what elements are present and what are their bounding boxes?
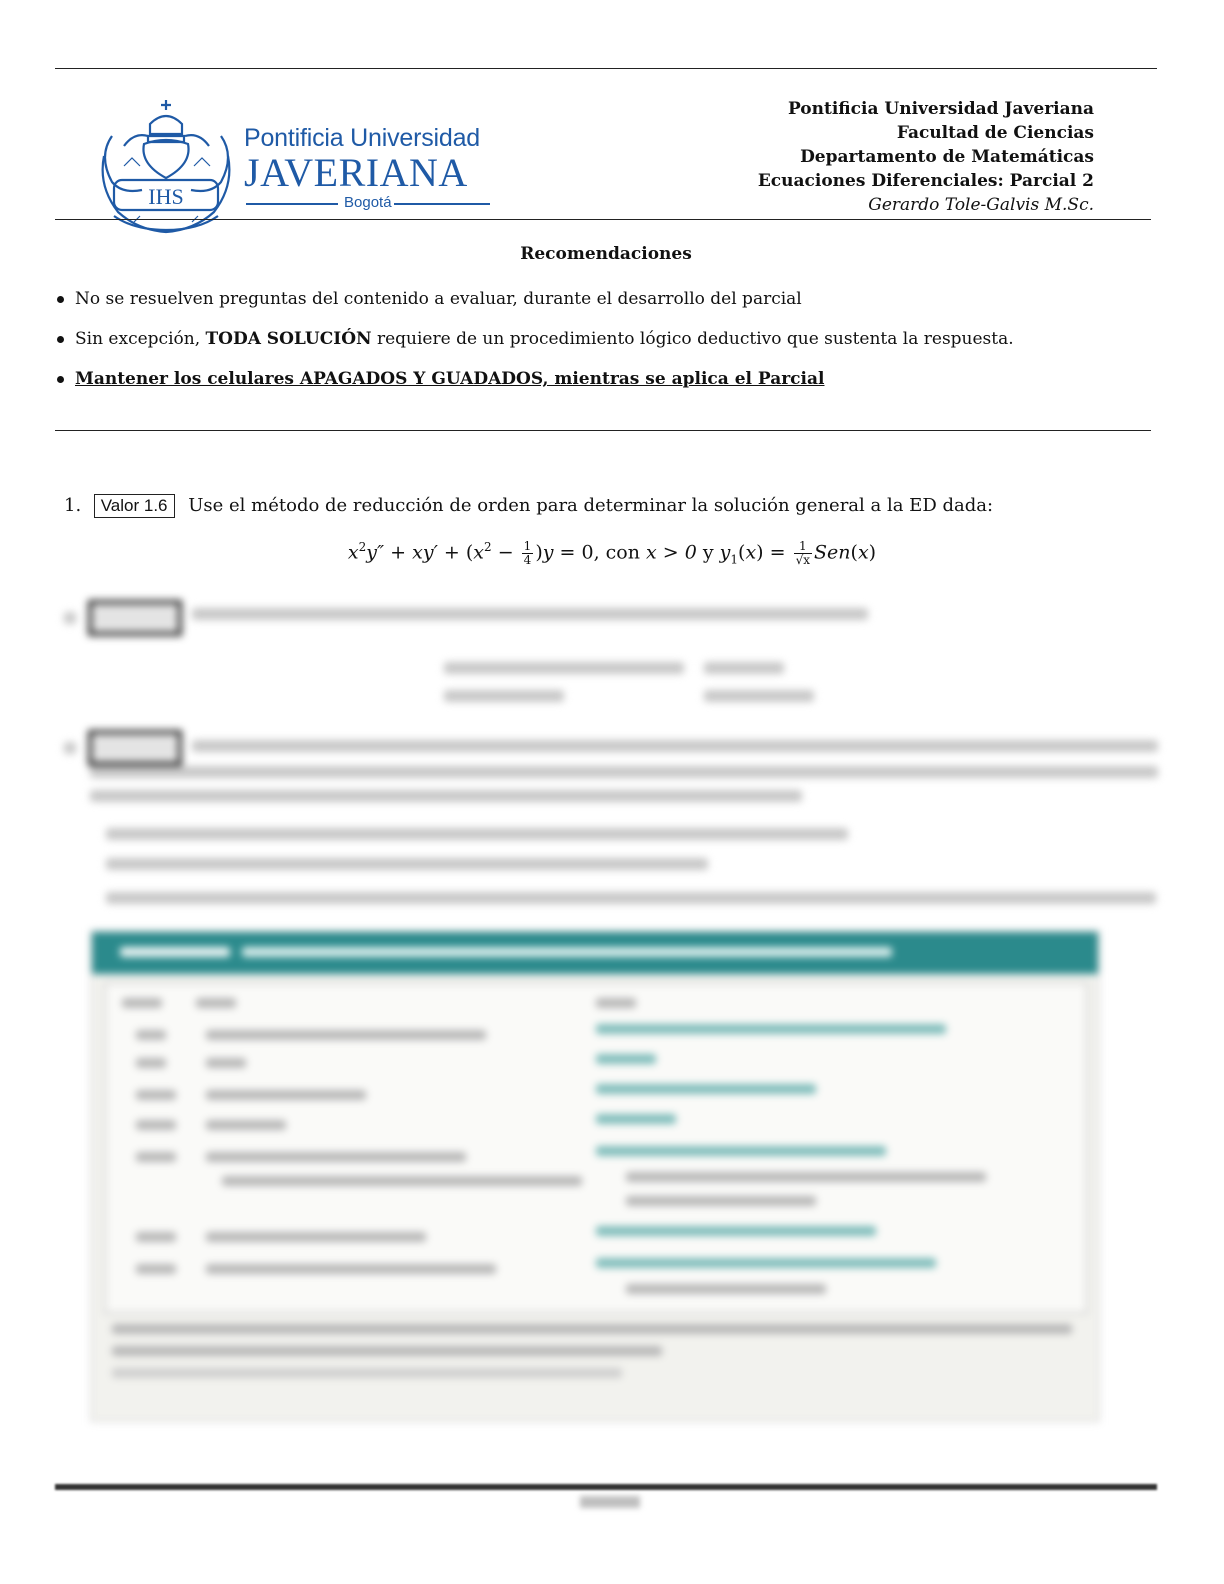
reference-table-image xyxy=(90,930,1100,1422)
page-number xyxy=(580,1496,640,1508)
department-name: Departamento de Matemáticas xyxy=(800,147,1094,167)
problem-statement: Use el método de reducción de orden para determinar la solución general a la ED dada: xyxy=(188,495,994,516)
bullet-icon xyxy=(57,336,64,343)
logo-city: Bogotá xyxy=(344,194,392,211)
recommendation-item: Sin excepción, TODA SOLUCIÓN requiere de un procedimiento lógico deductivo que sustenta la respuesta. xyxy=(55,324,1155,364)
crest-letters: IHS xyxy=(148,184,184,209)
problem-3-value-box xyxy=(88,730,182,766)
footer-rule xyxy=(55,1484,1157,1490)
top-rule xyxy=(55,68,1157,69)
university-logo xyxy=(94,96,504,236)
crest-icon xyxy=(94,96,239,236)
problem-number: 1. xyxy=(64,495,82,516)
recommendation-item: No se resuelven preguntas del contenido a evaluar, durante el desarrollo del parcial xyxy=(55,284,1155,324)
blurred-content xyxy=(0,590,1224,1550)
logo-line-1: Pontificia Universidad xyxy=(244,124,480,152)
problem-2-value-box xyxy=(88,600,182,636)
recommendations-title: Recomendaciones xyxy=(520,244,692,264)
faculty-name: Facultad de Ciencias xyxy=(896,123,1094,143)
header-info xyxy=(758,97,1094,217)
problem-1-equation: $x^2y'' + xy' + (x^2$ − $\frac{1}{4}$ )y = 0, con x > 0 y $y_1(x)$ = $\frac{1}{√x}$ Sen(x) xyxy=(347,539,877,567)
recommendations-rule xyxy=(55,430,1151,431)
header-rule xyxy=(55,219,1151,220)
recommendations-list xyxy=(55,284,1155,404)
problem-1 xyxy=(64,494,993,518)
professor-name: Gerardo Tole-Galvis M.Sc. xyxy=(868,195,1094,215)
course-title: Ecuaciones Diferenciales: Parcial 2 xyxy=(757,171,1094,191)
bullet-icon xyxy=(57,296,64,303)
university-name: Pontificia Universidad Javeriana xyxy=(787,99,1094,119)
recommendation-item: Mantener los celulares APAGADOS Y GUADADOS, mientras se aplica el Parcial xyxy=(55,364,1155,404)
logo-line-2: JAVERIANA xyxy=(244,150,468,195)
bullet-icon xyxy=(57,376,64,383)
problem-value-box: Valor 1.6 xyxy=(94,494,175,518)
